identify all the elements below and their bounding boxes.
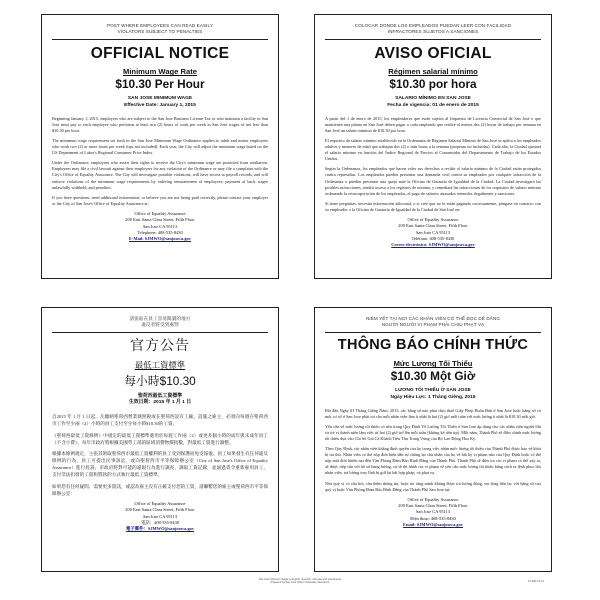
office-city: San Jose CA 95113	[142, 223, 178, 229]
wage-rate: $10.30 Per Hour	[115, 77, 205, 92]
wage-subhead: Mức Lương Tối Thiểu	[393, 359, 473, 369]
paragraph: 自2015 年 1 月 1 日起，凡繳納聖荷西營業執照稅或在聖荷西設有工廠、設施之雇主，必須向每週在聖荷西市工作至少兩（2）小時的員工支付至少每小時$10.30的工資。	[52, 413, 268, 427]
minimum-wage-label: LƯƠNG TỐI THIỂU Ở SAN JOSE	[395, 388, 471, 394]
form-id: SJ-MW 12-14	[528, 580, 544, 583]
minimum-wage-label: SAN JOSE MINIMUM WAGE	[127, 96, 193, 102]
divider	[325, 39, 541, 40]
notice-chinese	[41, 307, 279, 572]
office-email-link[interactable]: 電子郵件：SJMWO@sanjoseca.gov	[125, 525, 195, 531]
notice-title: OFFICIAL NOTICE	[90, 45, 230, 63]
paragraph: If you have questions, need additional information, or believe you are not being paid correctly, please contact your employer or the City of San Jose's Office of Equality Assurance at:	[52, 194, 268, 206]
wage-subhead: Régimen salarial mínimo	[388, 67, 478, 77]
effective-date: Ngày Hiệu Lực: 1 Tháng Giêng, 2015	[390, 394, 476, 400]
notice-body	[325, 408, 541, 493]
paragraph: Beginning January 1, 2015, employers who are subject to the San Jose Business License Tax or who maintain a facility in San Jose must pay to each employee who performs at least two (2) hours of work per week in San Jose wages of not less than $10.30 per hour.	[52, 115, 268, 133]
wage-subhead: Minimum Wage Rate	[123, 67, 197, 77]
office-contact	[52, 211, 268, 242]
banner-line: VIOLATORS SUBJECT TO PENALTIES	[117, 29, 203, 35]
wage-rate: $10.30 Một Giờ	[390, 369, 476, 384]
minimum-wage-label: SALARIO MÍNIMO EN SAN JOSE	[395, 96, 471, 102]
footer-line: San Jose Minimum Wage in English, Spanish, Chinese and Vietnamese	[258, 578, 342, 581]
paragraph: A partir del 1 de enero de 2015, los empleadores que están sujetos al Impuesto de Licencia Comercial de San José o que mantienen una planta en San José deben pagar a cada empleado que realice al menos dos (2) horas de trabajo por semana en San José un salario mínimo de $10.30 por hora.	[325, 115, 541, 133]
wage-rate: 每小時$10.30	[124, 373, 196, 388]
effective-date: 生效日期：2015 年 1 月 1 日	[128, 400, 192, 406]
office-address: 200 East Santa Clara Street, Fifth Floor	[125, 507, 195, 513]
paragraph: Nếu quý vị có câu hỏi, cần thêm thông tin, hoặc tin rằng mình không được trả lương đúng, vui lòng liên lạc với hãng sở của quý vị hoặc Văn Phòng Đảm Bảo Bình Đẳng của Thành Phố San Jose tại:	[325, 480, 541, 492]
divider	[52, 39, 268, 40]
notice-title: 官方公告	[130, 337, 190, 354]
posting-banner	[52, 316, 268, 328]
posting-banner	[325, 316, 541, 328]
notice-vietnamese	[314, 307, 552, 572]
posting-banner	[52, 23, 268, 35]
notice-body	[52, 413, 268, 497]
office-name: Office of Equality Assurance	[407, 497, 459, 503]
office-email-link[interactable]: Correo electrónico: SJMWO@sanjoseca.gov	[391, 241, 475, 247]
banner-line: INFRACTORES SUJETOS A SANCIONES	[387, 29, 479, 35]
office-contact	[325, 217, 541, 248]
office-address: 200 East Santa Clara Street, Fifth Floor	[398, 503, 468, 509]
footer-line: Prepared by San Jose Office of Equality Assurance	[270, 581, 330, 585]
notice-spanish	[314, 14, 552, 279]
paragraph: Según la Ordenanza, los empleados que hacen valer sus derechos a recibir el salario mínimo de la Ciudad están protegidos contra represalias. Los empleados pueden presentar una demanda civil contra su empleador por cualquier infracción de la Ordenanza o pueden presentar una queja ante la Oficina de Garantía de Igualdad de la Ciudad. La Ciudad investigará las posibles infracciones, tendrá acceso a los registros de nómina, y remediará las infracciones de los requisitos de salario mínimo ordenando la reincorporación de los empleados, el pago de salarios atrasados retenidos ilegalmente y sanciones.	[325, 166, 541, 196]
notice-english	[41, 14, 279, 279]
notice-body	[325, 116, 541, 213]
wage-subhead: 最低工資標準	[134, 359, 186, 370]
office-email-link[interactable]: Email: SJMWO@sanjoseca.gov	[403, 521, 463, 527]
page-footer	[200, 578, 400, 585]
paragraph: Yêu cầu về mức lương tối thiểu có nêu trong Quy Định Về Lương Tối Thiểu ở San Jose áp dụng cho các nhân viên người lớn và trẻ vị thành niên làm việc từ hai (2) giờ trở lên mỗi tuần (không kể tiền tip). Mỗi năm, Thành Phố sẽ điều chỉnh mức lương tối thiểu dựa vào Chỉ Số Giá Cả Khách Tiêu Thụ Trong Vùng của Bộ Lao Động Hoa Kỳ.	[325, 423, 541, 441]
effective-date: Fecha de vigencia: 01 de enero de 2015	[387, 103, 479, 109]
notice-title: AVISO OFICIAL	[374, 45, 492, 63]
office-name: Office of Equality Assurance	[407, 217, 459, 223]
office-city: San Jose CA 95113	[415, 229, 451, 235]
office-phone: Teléfono: 408-535-8430	[411, 235, 455, 241]
divider	[52, 332, 268, 333]
office-address: 200 East Santa Clara Street, Fifth Floor	[398, 223, 468, 229]
office-name: Office of Equality Assurance	[134, 211, 186, 217]
notice-body	[52, 116, 268, 207]
paragraph: Si tiene preguntas, necesita información adicional, o si cree que no le están pagando correctamente, póngase en contacto con su empleador o la Oficina de Garantía de Igualdad de la Ciudad de San José en:	[325, 200, 541, 212]
paragraph: Theo Quy Định, các nhân viên khẳng định quyền của họ trong việc nhận mức lương tối thiểu của Thành Phố được bảo vệ khỏi bị trả thù. Nhân viên có thể nộp đơn kiện dân sự chống lại chủ nhân của họ về bất kỳ vi phạm nào của Quy Định hoặc có thể nộp một đơn khiếu nại đến Văn Phòng Đảm Bảo Bình Đẳng của Thành Phố. Thành Phố sẽ điều tra các vi phạm có thể xảy ra, sẽ được tiếp cận với hồ sơ bảng lương, và sẽ thi hành các vi phạm về yêu cầu mức lương tối thiểu bằng cách ra lệnh phục hồi nhân viên, trả lương truy lĩnh bị giữ lại bất hợp pháp, và phạt vạ.	[325, 446, 541, 476]
office-city: San Jose CA 95113	[415, 509, 451, 515]
office-phone: Telephone: 408-535-8430	[137, 229, 183, 235]
banner-line: 違反者將受到處罰	[141, 322, 179, 328]
paragraph: El requisito de salario mínimo establecido en la Ordenanza de Régimen Salarial Mínimo de San José se aplica a los empleados adultos y menores de edad que trabajan dos (2) o más horas a la semana (propinas no incluidas). Cada año, la Ciudad ajustará el salario mínimo en función del Índice Regional de Precios al Consumidor del Departamento de Trabajo de los Estados Unidos.	[325, 138, 541, 162]
banner-line: POST WHERE EMPLOYEES CAN READ EASILY	[106, 23, 214, 28]
paragraph: The minimum wage requirement set forth in the San Jose Minimum Wage Ordinance applies to adult and minor employees who work two (2) or more hours per week (tips not included). Each year, the City will adjust the minimum wage based on the US Department of Labor's Regional Consumer Price Index.	[52, 138, 268, 156]
effective-date: Effective Date: January 1, 2015	[124, 103, 196, 109]
office-city: San Jose CA 95113	[142, 513, 178, 519]
office-phone: Điện thoại: 408-535-8430	[410, 515, 456, 521]
minimum-wage-label: 聖荷西最低工資標準	[137, 393, 183, 399]
paragraph: Bắt đầu Ngày 01 Tháng Giêng Năm, 2015, các hãng sở nào phải chịu thuế Giấy Phép Buôn Bán ở San Jose hoặc hãng sở có một cơ sở ở San Jose phải trả cho mỗi nhân viên làm ít nhất là hai (2) giờ mỗi tuần với mức lương ít nhất là $10.30 mỗi giờ.	[325, 407, 541, 419]
office-contact	[52, 501, 268, 532]
paragraph: Under the Ordinance, employees who assert their rights to receive the City's minimum wage are protected from retaliation. Employees may file a civil lawsuit against their employers for any violation of the Ordinance or may file a complaint with the City's Office of Equality Assurance. The City will investigate possible violations, will have access to payroll records, and will enforce violations of the minimum wage requirements by ordering reinstatement of employees, payment of back wages unlawfully withheld, and penalties.	[52, 160, 268, 190]
banner-line: 請張貼在員工容易閱讀的地方	[129, 316, 191, 321]
office-email-link[interactable]: E-Mail: SJMWO@sanjoseca.gov	[129, 235, 191, 241]
banner-line: NIÊM YẾT TẠI NƠI CÁC NHÂN VIÊN CÓ THỂ ĐỌC DỄ DÀNG	[365, 316, 501, 321]
paragraph: 《聖荷西最低工資條例》中規定的最低工資標準適用於每週工作兩（2）或更多個小時的成年與未成年員工（不含小費）。每年市政府將根據美國勞工部的區域消費物價指數，對最低工資進行調整。	[52, 432, 268, 445]
office-contact	[325, 497, 541, 528]
office-phone: 電話：408-535-8430	[140, 519, 180, 525]
posting-banner	[325, 23, 541, 35]
paragraph: 根據本條例規定，主張其領取聖荷西市最低工資權利的員工受到保護而免受報復。員工如果發生有任何違反條例的行為，員工可提出民事訴訟，或向聖荷西市平等保障辦公室（City of San Jose's Office of Equality Assurance）進行投訴。市政府將對可能的違規行為進行調查，調取工資記錄，並通過責令重新雇用員工、支付非法扣發的工資和罰款的方式執行最低工資標準。	[52, 451, 268, 478]
divider	[325, 332, 541, 333]
notice-title: THÔNG BÁO CHÍNH THỨC	[337, 337, 529, 354]
paragraph: 如果您有任何疑問、需要更多資訊，或認為雇主沒有正確支付您的工資，請聯繫您的雇主或聖荷西市平等保障辦公室：	[52, 483, 268, 496]
banner-line: COLOCAR DONDE LOS EMPLEADOS PUEDAN LEER CON FACILIDAD	[354, 23, 512, 28]
office-address: 200 East Santa Clara Street, Fifth Floor	[125, 217, 195, 223]
office-name: Office of Equality Assurance	[134, 501, 186, 507]
wage-rate: $10.30 por hora	[389, 77, 477, 92]
banner-line: NGƯỜI NGƯỜI VI PHẠM PHẢI CHỊU PHẠT VẠ	[381, 322, 485, 328]
